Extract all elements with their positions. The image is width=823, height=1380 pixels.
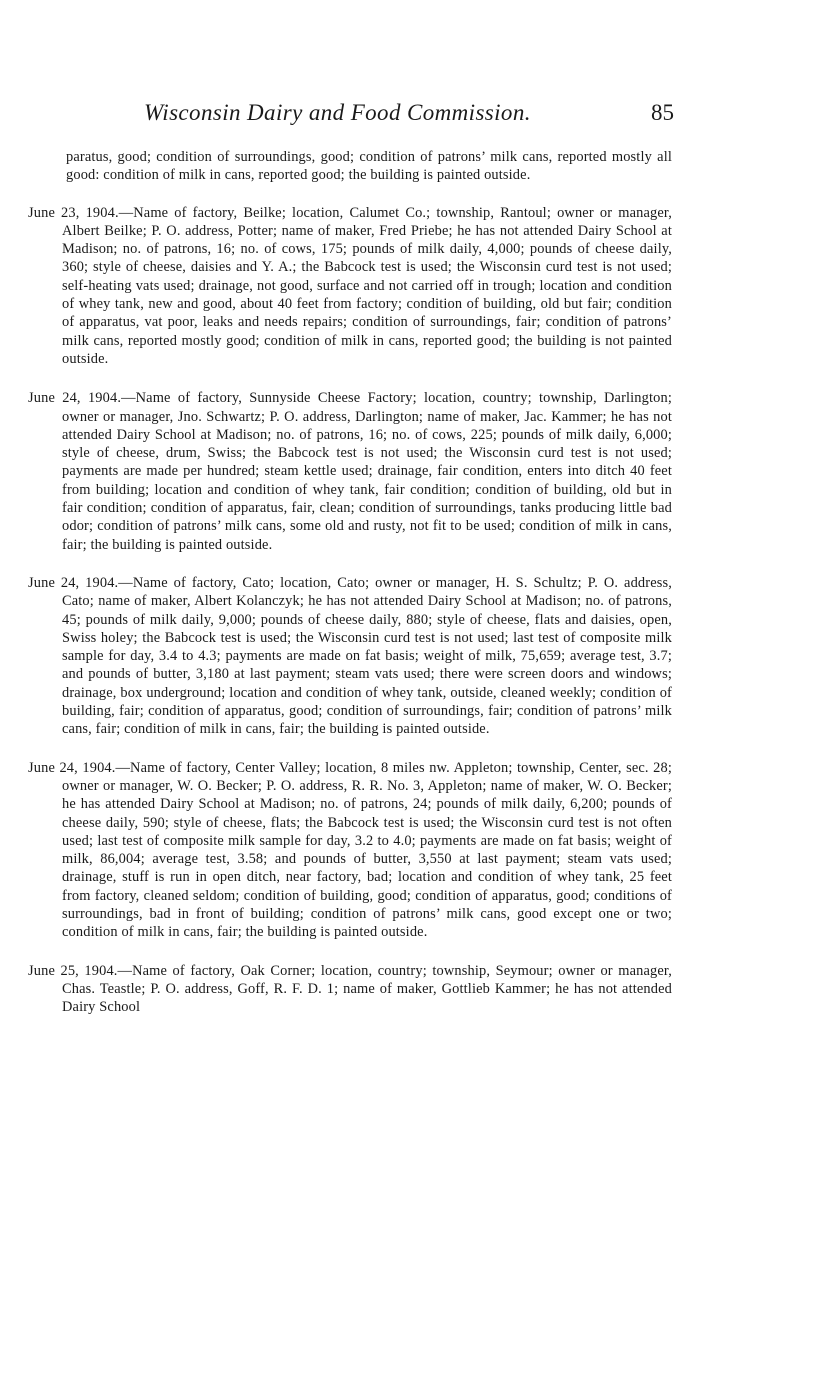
factory-entry-center-valley: June 24, 1904.—Name of factory, Center Valley; location, 8 miles nw. Appleton; township, Center, sec. 28; owner or manager, W. O. Becker; P. O. address, R. R. No. 3, Appleton; name of maker, W. O. Becker; he has attended Dairy School at Madison; no. of patrons, 24; pounds of milk daily, 6,200; pounds of cheese daily, 590; style of cheese, flats; the Babcock test is used; the Wisconsin curd test is not often used; last test of composite milk sample for day, 3.2 to 4.0; payments are made on fat basis; weight of milk, 86,004; average test, 3.58; and pounds of butter, 3,550 at last payment; steam vats used; drainage, stuff is run in open ditch, near factory, bad; location and condition of whey tank, 25 feet from factory, cleaned seldom; condition of building, good; condition of apparatus, good; conditions of surroundings, bad in front of building; condition of patrons’ milk cans, good except one or two; condition of milk in cans, fair; the building is painted outside. — [28, 759, 672, 941]
factory-entry-beilke: June 23, 1904.—Name of factory, Beilke; location, Calumet Co.; township, Rantoul; owner or manager, Albert Beilke; P. O. address, Potter; name of maker, Fred Priebe; he has not attended Dairy School at Madison; no. of patrons, 16; no. of cows, 175; pounds of milk daily, 4,000; pounds of cheese daily, 360; style of cheese, daisies and Y. A.; the Babcock test is used; the Wisconsin curd test is not used; self-heating vats used; drainage, not good, surface and not carried off in trough; location and condition of whey tank, new and good, about 40 feet from factory; condition of building, old but fair; condition of apparatus, vat poor, leaks and needs repairs; condition of surroundings, fair; condition of patrons’ milk cans, reported mostly good; condition of milk in cans, reported good; the building is not painted outside. — [28, 204, 672, 367]
factory-entry-sunnyside: June 24, 1904.—Name of factory, Sunnyside Cheese Factory; location, country; township, Darlington; owner or manager, Jno. Schwartz; P. O. address, Darlington; name of maker, Jac. Kammer; he has not attended Dairy School at Madison; no. of patrons, 16; no. of cows, 225; pounds of milk daily, 6,000; style of cheese, drum, Swiss; the Babcock test is not used; the Wisconsin curd test is not used; payments are made per hundred; steam kettle used; drainage, fair condition, enters into ditch 40 feet from building; location and condition of whey tank, fair condition; condition of building, old but in fair condition; condition of apparatus, fair, clean; condition of surroundings, tanks producing little bad odor; condition of patrons’ milk cans, some old and rusty, not fit to be used; condition of milk in cans, fair; the building is painted outside. — [28, 390, 672, 553]
page-number: 85 — [651, 100, 674, 125]
running-head — [144, 100, 674, 136]
factory-entry-cato: June 24, 1904.—Name of factory, Cato; location, Cato; owner or manager, H. S. Schultz; P. O. address, Cato; name of maker, Albert Kolanczyk; he has not attended Dairy School at Madison; no. of patrons, 45; pounds of milk daily, 9,000; pounds of cheese daily, 880; style of cheese, flats and daisies, open, Swiss holey; the Babcock test is used; the Wisconsin curd test is not used; last test of composite milk sample for day, 3.4 to 4.3; payments are made on fat basis; weight of milk, 75,659; average test, 3.7; and pounds of butter, 3,180 at last payment; steam vats used; there were screen doors and windows; drainage, box underground; location and condition of whey tank, outside, cleaned weekly; condition of building, fair; condition of apparatus, good; condition of surroundings, fair; condition of patrons’ milk cans, fair; condition of milk in cans, fair; the building is painted outside. — [28, 574, 672, 738]
body-text — [28, 148, 672, 1016]
running-title: Wisconsin Dairy and Food Commission. — [144, 100, 531, 125]
continued-paragraph: paratus, good; condition of surroundings, good; condition of patrons’ milk cans, reported mostly all good: condition of milk in cans, reported good; the building is painted outside. — [66, 149, 672, 184]
factory-entry-oak-corner: June 25, 1904.—Name of factory, Oak Corner; location, country; township, Seymour; owner or manager, Chas. Teastle; P. O. address, Goff, R. F. D. 1; name of maker, Gottlieb Kammer; he has not attended Dairy School — [28, 962, 672, 1016]
